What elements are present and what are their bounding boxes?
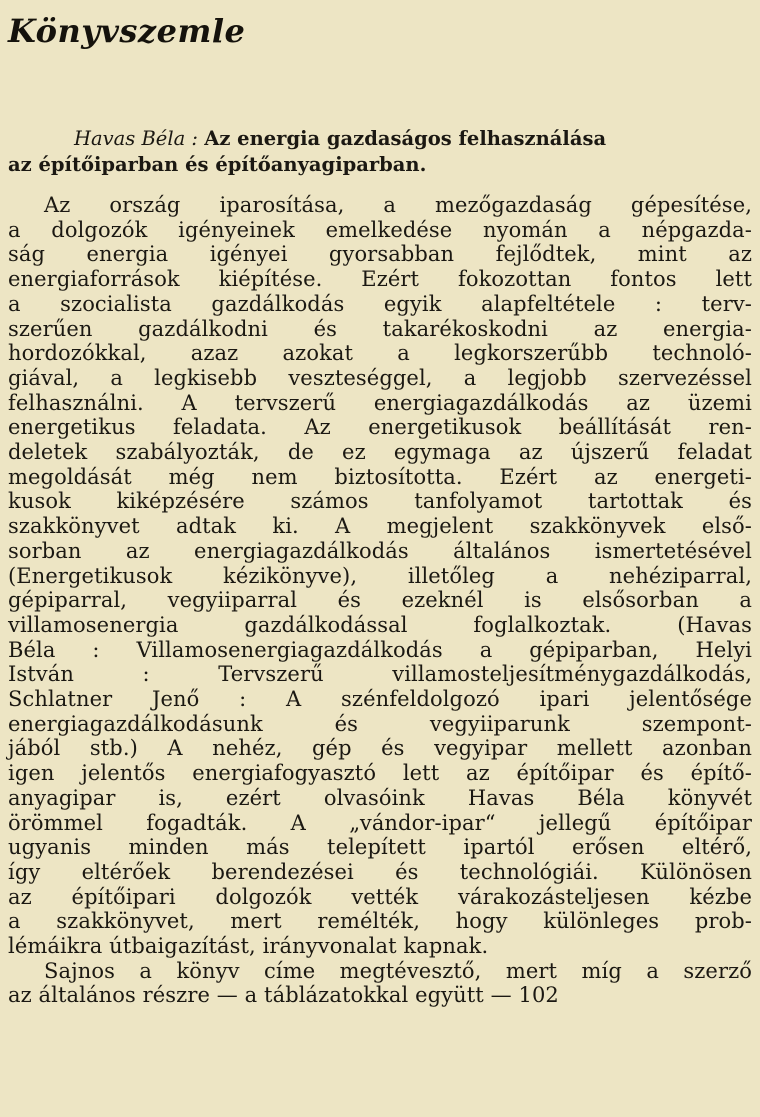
body-text-line: energetikus feladata. Az energetikusok beállítását ren-	[8, 415, 752, 440]
body-text-line: az általános részre — a táblázatokkal együtt — 102	[8, 983, 559, 1008]
body-text-line: felhasználni. A tervszerű energiagazdálkodás az üzemi	[8, 390, 752, 415]
body-text-line: anyagipar is, ezért olvasóink Havas Béla könyvét	[8, 785, 752, 810]
body-text-line: szakkönyvet adtak ki. A megjelent szakkönyvek első-	[8, 514, 752, 539]
body-text-line: jából stb.) A nehéz, gép és vegyipar mellett azonban	[8, 736, 752, 761]
book-title-line-2: az építőiparban és építőanyagiparban.	[8, 153, 427, 176]
body-text-line: ság energia igényei gyorsabban fejlődtek, mint az	[8, 242, 752, 267]
body-text-line: gépiparral, vegyiiparral és ezeknél is elsősorban a	[8, 588, 752, 613]
body-text-line: a szakkönyvet, mert remélték, hogy különleges prob-	[8, 909, 752, 934]
body-text-line: villamosenergia gazdálkodással foglalkoztak. (Havas	[8, 612, 752, 637]
body-text-line: megoldását még nem biztosította. Ezért az energeti-	[8, 464, 752, 489]
body-text-line: Béla : Villamosenergiagazdálkodás a gépiparban, Helyi	[8, 637, 752, 662]
body-text-line: energiaforrások kiépítése. Ezért fokozottan fontos lett	[8, 267, 752, 292]
body-text-line: igen jelentős energiafogyasztó lett az építőipar és építő-	[8, 761, 752, 786]
body-text-line: az építőipari dolgozók vették várakozásteljesen kézbe	[8, 884, 752, 909]
body-text-line: örömmel fogadták. A „vándor-ipar“ jellegű építőipar	[8, 810, 752, 835]
body-text-line: lémáikra útbaigazítást, irányvonalat kapnak.	[8, 934, 489, 958]
review-heading	[8, 126, 752, 178]
body-text-line: sorban az energiagazdálkodás általános ismertetésével	[8, 538, 752, 563]
body-text-line: (Energetikusok kézikönyve), illetőleg a nehéziparral,	[8, 563, 752, 588]
body-text-line: a szocialista gazdálkodás egyik alapfeltétele : terv-	[8, 291, 752, 316]
body-text-line: Az ország iparosítása, a mezőgazdaság gépesítése,	[44, 193, 752, 217]
body-text-line: így eltérőek berendezései és technológiái. Különösen	[8, 859, 752, 884]
body-text-line: szerűen gazdálkodni és takarékoskodni az energia-	[8, 316, 752, 341]
body-text-line: István : Tervszerű villamosteljesítménygazdálkodás,	[8, 662, 752, 687]
body-text-line: energiagazdálkodásunk és vegyiiparunk szempont-	[8, 711, 752, 736]
section-title: Könyvszemle	[8, 12, 246, 50]
body-text-line: kusok kiképzésére számos tanfolyamot tartottak és	[8, 489, 752, 514]
body-text-line: Schlatner Jenő : A szénfeldolgozó ipari jelentősége	[8, 687, 752, 711]
body-text-line: giával, a legkisebb veszteséggel, a legjobb szervezéssel	[8, 365, 752, 390]
body-text-line: hordozókkal, azaz azokat a legkorszerűbb technoló-	[8, 341, 752, 366]
review-author: Havas Béla :	[74, 127, 198, 150]
body-text-line: Sajnos a könyv címe megtévesztő, mert míg a szerző	[44, 958, 752, 983]
body-text-line: a dolgozók igényeinek emelkedése nyomán a népgazda-	[8, 217, 752, 242]
book-title-line-1: Az energia gazdaságos felhasználása	[204, 127, 607, 150]
body-text-line: deletek szabályozták, de ez egymaga az újszerű feladat	[8, 440, 752, 464]
body-text-line: ugyanis minden más telepített ipartól erősen eltérő,	[8, 835, 752, 860]
